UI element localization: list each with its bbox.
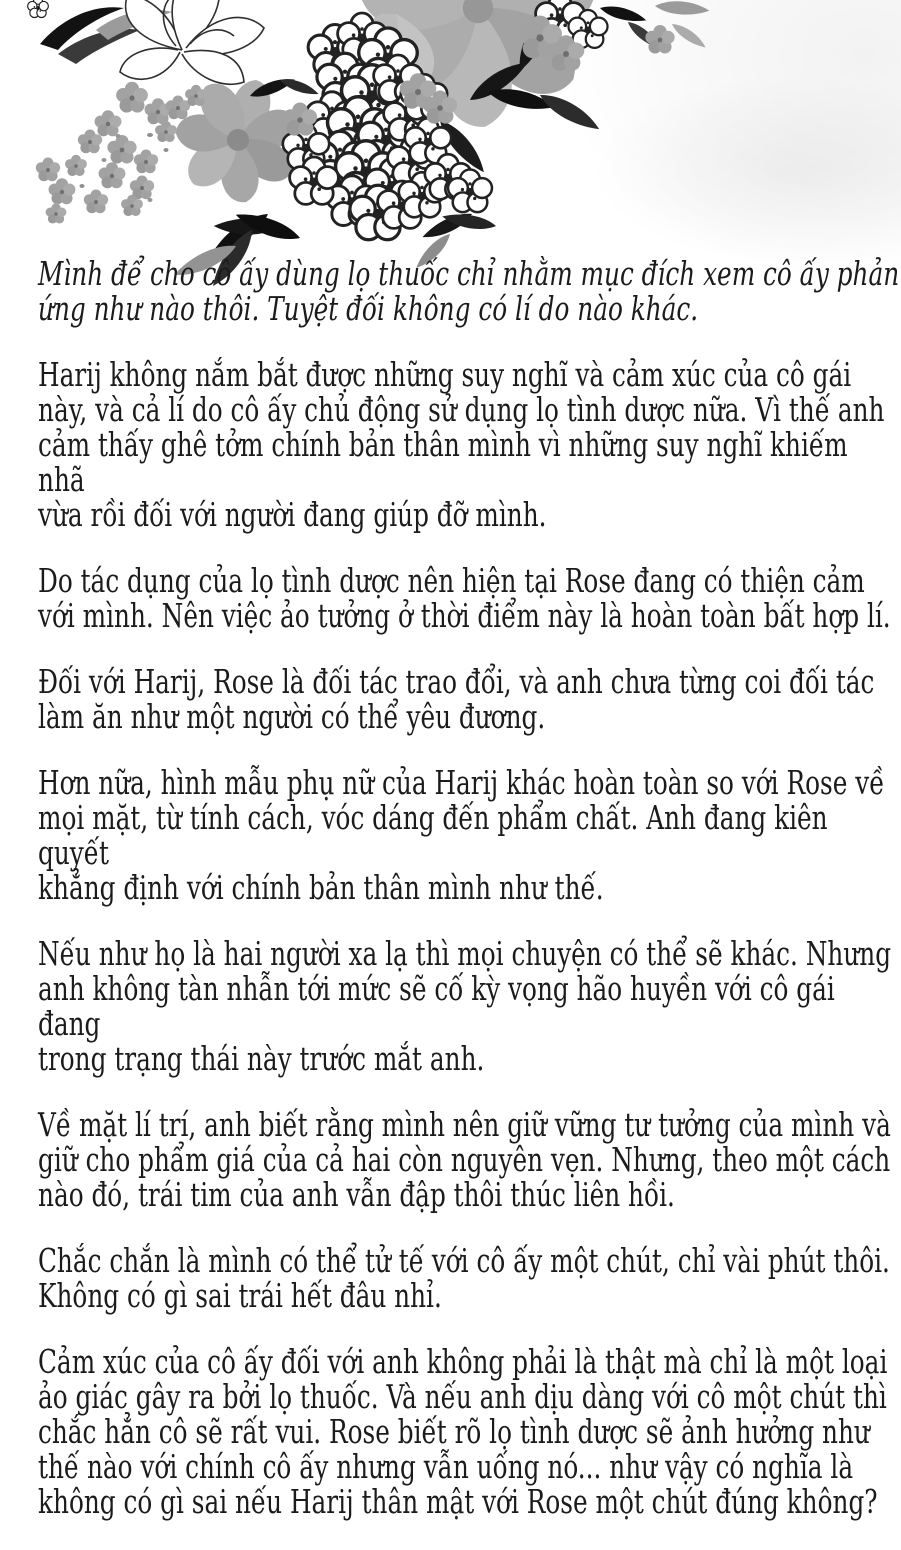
floral-header-art xyxy=(0,0,900,252)
corner-shade xyxy=(555,0,901,285)
paragraph-3: Do tác dụng của lọ tình dược nên hiện tại Rose đang có thiện cảm với mình. Nên việc ảo tưởng ở thời điểm này là hoàn toàn bất hợp lí. xyxy=(38,561,891,635)
paragraph-8: Chắc chắn là mình có thể tử tế với cô ấy một chút, chỉ vài phút thôi. Không có gì sai trái hết đâu nhỉ. xyxy=(38,1241,890,1315)
paragraph-6: Nếu như họ là hai người xa lạ thì mọi chuyện có thể sẽ khác. Nhưng anh không tàn nhẫn tới mức sẽ cố kỳ vọng hão huyền với cô gái đang trong trạng thái này trước mắt anh. xyxy=(38,934,892,1078)
paragraph-7: Về mặt lí trí, anh biết rằng mình nên giữ vững tư tưởng của mình và giữ cho phẩm giá của cả hai còn nguyên vẹn. Nhưng, theo một cách nào đó, trái tim của anh vẫn đập thôi thúc liên hồi. xyxy=(38,1105,891,1214)
novel-text xyxy=(38,256,901,1550)
paragraph-4: Đối với Harij, Rose là đối tác trao đổi, và anh chưa từng coi đối tác làm ăn như một người có thể yêu đương. xyxy=(38,662,875,736)
paragraph-2: Harij không nắm bắt được những suy nghĩ và cảm xúc của cô gái này, và cả lí do cô ấy chủ động sử dụng lọ tình dược nữa. Vì thế anh cảm thấy ghê tởm chính bản thân mình vì những suy nghĩ khiếm nhã vừa rồi đối với người đang giúp đỡ mình. xyxy=(38,355,885,534)
paragraph-1: Mình để cho cô ấy dùng lọ thuốc chỉ nhằm mục đích xem cô ấy phản ứng như nào thôi. Tuyệt đối không có lí do nào khác. xyxy=(38,254,900,328)
paragraph-5: Hơn nữa, hình mẫu phụ nữ của Harij khác hoàn toàn so với Rose về mọi mặt, từ tính cách, vóc dáng đến phẩm chất. Anh đang kiên quyết khẳng định với chính bản thân mình như thế. xyxy=(38,763,885,907)
scattered-blossoms-art xyxy=(36,82,207,224)
peony-outline-art xyxy=(120,0,264,84)
paragraph-9: Cảm xúc của cô ấy đối với anh không phải là thật mà chỉ là một loại ảo giác gây ra bởi lọ thuốc. Và nếu anh dịu dàng với cô một chút thì chắc hẳn cô sẽ rất vui. Rose biết rõ lọ tình dược sẽ ảnh hưởng như thế nào với chính cô ấy nhưng vẫn uống nó... như vậy có nghĩa là không có gì sai nếu Harij thân mật với Rose một chút đúng không? xyxy=(38,1342,888,1521)
